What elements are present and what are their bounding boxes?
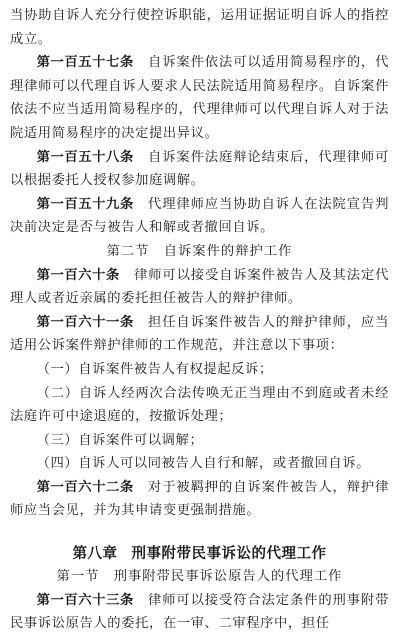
article-number: 第一百六十一条: [36, 314, 134, 330]
article-number: 第一百六十三条: [36, 592, 134, 608]
section-heading-1: 第一节 刑事附带民事诉讼原告人的代理工作: [56, 569, 343, 585]
chapter-label: 第八章: [72, 546, 118, 563]
article-number: 第一百六十二条: [36, 479, 134, 495]
article-text: 律师可以接受自诉案件被告人及其法定代理人或者近亲属的委托担任被告人的辩护律师。: [10, 267, 389, 307]
list-item-1: （一）自诉案件被告人有权提起反诉；: [36, 361, 273, 377]
article-text: 自诉案件依法可以适用简易程序的，代理律师可以代理自诉人要求人民法院适用简易程序。自诉案件依法不应当适用简易程序的，代理律师可以代理自诉人对于法院适用简易程序的决定提出异议。: [10, 55, 390, 141]
article-158: [10, 146, 389, 193]
article-160: [10, 264, 389, 311]
article-text: 对于被羁押的自诉案件被告人，辩护律师应当会见，并为其申请变更强制措施。: [10, 479, 390, 519]
article-text: 自诉案件法庭辩论结束后，代理律师可以根据委托人授权参加庭调解。: [10, 149, 390, 189]
article-163: [10, 589, 389, 636]
paragraph-continuation: [10, 4, 389, 51]
article-162: [10, 476, 389, 523]
list-item-4: （四）自诉人可以同被告人自行和解，或者撤回自诉。: [36, 456, 371, 472]
article-text: 担任自诉案件被告人的辩护律师，应当适用公诉案件辩护律师的工作规范，并注意以下事项：: [10, 314, 390, 354]
article-number: 第一百五十九条: [36, 196, 134, 212]
list-item-3: （三）自诉案件可以调解；: [36, 432, 204, 448]
article-157: [10, 51, 389, 145]
chapter-heading-8: [10, 543, 389, 565]
article-161: [10, 311, 389, 358]
article-text: 代理律师应当协助自诉人在法院宣告判决前决定是否与被告人和解或者撤回自诉。: [10, 196, 390, 236]
article-text: 律师可以接受符合法定条件的刑事附带民事诉讼原告人的委托，在一审、二审程序中，担任: [10, 592, 390, 632]
list-item-2: （二）自诉人经两次合法传唤无正当理由不到庭或者未经法庭许可中途退庭的，按撤诉处理；: [10, 385, 389, 425]
paragraph-text: 当协助自诉人充分行使控诉职能，运用证据证明自诉人的指控成立。: [10, 8, 389, 47]
article-number: 第一百五十七条: [36, 55, 134, 71]
chapter-title: 刑事附带民事诉讼的代理工作: [131, 546, 327, 563]
article-number: 第一百六十条: [36, 267, 120, 283]
section-heading-2: 第二节 自诉案件的辩护工作: [106, 243, 293, 259]
article-number: 第一百五十八条: [36, 149, 134, 165]
article-159: [10, 193, 389, 240]
